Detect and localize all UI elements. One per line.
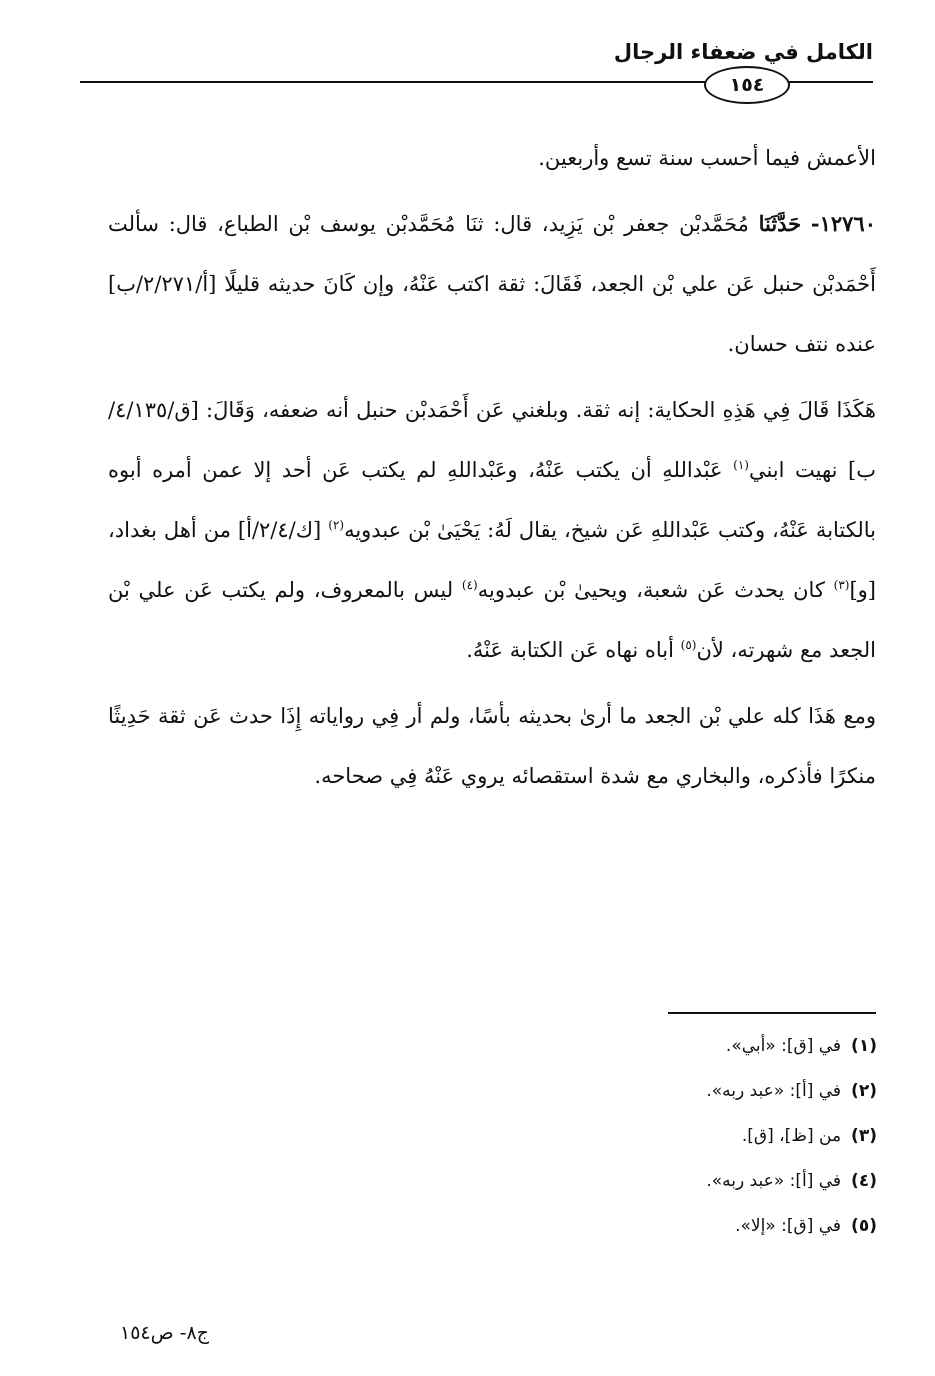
paragraph-2	[108, 194, 876, 374]
page-number-badge: ١٥٤	[704, 66, 790, 104]
footnote-item	[477, 1114, 877, 1159]
footnote-text: في [أ]: «عبد ربه».	[706, 1081, 842, 1101]
footnote-number: (٣)	[851, 1126, 877, 1146]
paragraph-4: ومع هَذَا كله علي بْن الجعد ما أرىٰ بحديثه بأسًا، ولم أر فِي رواياته إِذَا حدث عَن ثقة حَدِيثًا منكرًا فأذكره، والبخاري مع شدة استقصائه يروي عَنْهُ فِي صحاحه.	[108, 704, 876, 788]
footnote-ref-5: (٥)	[680, 638, 697, 652]
text-segment: كان يحدث عَن شعبة، ويحيىٰ بْن عبدويه	[477, 578, 825, 602]
footnote-number: (٥)	[851, 1216, 877, 1236]
hadith-text: مُحَمَّدبْن جعفر بْن يَزِيد، قال: ثنَا مُحَمَّدبْن يوسف بْن الطباع، قال: سألت أَحْمَدبْن حنبل عَن علي بْن الجعد، فَقَالَ: ثقة اكتب عَنْهُ، وإن كَانَ حديثه قليلًا [أ/٢/٢٧١/ب] عنده نتف حسان.	[108, 212, 876, 356]
text-segment: هَكَذَا قَالَ فِي هَذِهِ الحكاية: إنه ثقة. وبلغني عَن أَحْمَدبْن حنبل أنه ضعفه، وَقَالَ: [ق/٤/١٣٥/ب] نهيت ابني	[108, 398, 876, 482]
footnote-item	[477, 1204, 877, 1249]
footnote-number: (١)	[851, 1036, 877, 1056]
footnote-item	[477, 1024, 877, 1069]
footnote-ref-4: (٤)	[461, 578, 478, 592]
footnote-text: في [ق]: «أبي».	[725, 1036, 842, 1056]
footnote-ref-2: (٢)	[328, 518, 345, 532]
paragraph-3	[108, 380, 876, 680]
book-title: الكامل في ضعفاء الرجال	[613, 40, 873, 64]
footnote-rule	[668, 1012, 876, 1014]
footnote-ref-1: (١)	[733, 458, 749, 472]
volume-page-reference: ج٨- ص١٥٤	[120, 1322, 209, 1344]
footnotes	[477, 1024, 877, 1249]
footnote-item	[477, 1159, 877, 1204]
footnote-text: من [ظ]، [ق].	[741, 1126, 842, 1146]
paragraph-1: الأعمش فيما أحسب سنة تسع وأربعين.	[538, 146, 876, 170]
text-segment: أباه نهاه عَن الكتابة عَنْهُ.	[466, 638, 674, 662]
main-text	[108, 128, 876, 806]
hadith-number: ١٢٧٦٠-	[810, 211, 876, 236]
footnote-number: (٤)	[851, 1171, 877, 1191]
hadith-lead-word: حَدَّثَنَا	[758, 211, 802, 236]
text-segment: ليس بالمعروف، ولم يكتب عَن علي بْن الجعد مع شهرته، لأن	[108, 578, 876, 662]
footnote-number: (٢)	[851, 1081, 877, 1101]
text-segment: عَبْداللهِ أن يكتب عَنْهُ، وعَبْداللهِ لم يكتب عَن أحد إلا عمن أمره أبوه بالكتابة عَنْهُ، وكتب عَبْداللهِ عَن شيخ، يقال لَهُ: يَحْيَىٰ بْن عبدويه	[108, 458, 877, 542]
footnote-ref-3: (٣)	[833, 578, 850, 592]
footnote-text: في [ق]: «إلا».	[735, 1216, 842, 1236]
text-segment: [ك/٢/٤/أ] من أهل بغداد، [و]	[108, 518, 876, 602]
footnote-item	[477, 1069, 877, 1114]
footnote-text: في [أ]: «عبد ربه».	[706, 1171, 842, 1191]
